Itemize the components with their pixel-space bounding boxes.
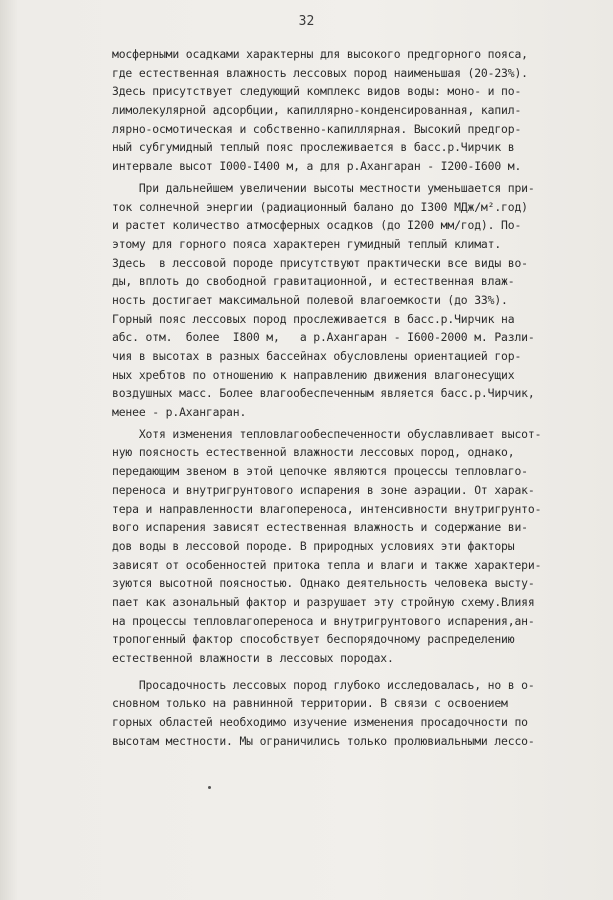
text-line: где естественная влажность лессовых пород наименьшая (20-23%). bbox=[112, 65, 528, 80]
text-line: лимолекулярной адсорбции, капиллярно-конденсированная, капил- bbox=[112, 103, 522, 118]
text-line: горных областей необходимо изучение изменения просадочности по bbox=[112, 715, 528, 730]
text-line: мосферными осадками характерны для высокого предгорного пояса, bbox=[112, 47, 528, 61]
ink-dot bbox=[208, 786, 211, 789]
text-line: Горный пояс лессовых пород прослеживается в басс.р.Чирчик на bbox=[112, 311, 515, 326]
text-line: Хотя изменения тепловлагообеспеченности обуславливает высот- bbox=[112, 426, 542, 441]
text-line: тропогенный фактор способствует беспорядочному распределению bbox=[112, 632, 515, 647]
text-line: воздушных масс. Более влагообеспеченным является басс.р.Чирчик, bbox=[112, 386, 535, 401]
text-line: на процессы тепловлагопереноса и внутригрунтового испарения,ан- bbox=[112, 613, 535, 628]
text-line: ных хребтов по отношению к направлению движения влагонесущих bbox=[112, 367, 515, 382]
text-line: пает как азональный фактор и разрушает эту стройную схему.Влияя bbox=[112, 594, 535, 609]
text-line: интервале высот I000-I400 м, а для р.Ахангаран - I200-I600 м. bbox=[112, 159, 522, 174]
text-line: лярно-осмотическая и собственно-капиллярная. Высокий предгор- bbox=[112, 121, 522, 136]
text-line: ность достигает максимальной полевой влагоемкости (до 33%). bbox=[112, 292, 508, 307]
text-line: зависят от особенностей притока тепла и влаги и также характери- bbox=[112, 557, 542, 572]
page-number: 32 bbox=[298, 14, 315, 29]
text-line: Здесь в лессовой породе присутствуют практически все виды во- bbox=[112, 255, 528, 270]
text-line: Просадочность лессовых пород глубоко исследовалась, но в о- bbox=[112, 677, 535, 692]
text-line: ток солнечной энергии (радиационный балано до I300 МДж/м².год) bbox=[112, 199, 528, 214]
text-line: чия в высотах в разных бассейнах обусловлены ориентацией гор- bbox=[112, 349, 522, 363]
text-line: ную поясность естественной влажности лессовых пород, однако, bbox=[112, 445, 515, 460]
text-line: Здесь присутствует следующий комплекс видов воды: моно- и по- bbox=[112, 84, 522, 99]
text-line: ды, вплоть до свободной гравитационной, и естественная влаж- bbox=[112, 274, 515, 289]
text-line: абс. отм. более I800 м, а р.Ахангаран - I600-2000 м. Разли- bbox=[112, 330, 535, 345]
text-line: зуются высотной поясностью. Однако деятельность человека высту- bbox=[112, 576, 535, 591]
text-line: вого испарения зависят естественная влажность и содержание ви- bbox=[112, 520, 528, 535]
text-line: высотам местности. Мы ограничились только пролювиальными лессо- bbox=[112, 733, 535, 748]
text-line: передающим звеном в этой цепочке являются процессы тепловлаго- bbox=[112, 464, 528, 479]
text-line: сновном только на равнинной территории. В связи с освоением bbox=[112, 696, 508, 711]
text-line: и растет количество атмосферных осадков (до I200 мм/год). По- bbox=[112, 218, 522, 233]
text-line: переноса и внутригрунтового испарения в зоне аэрации. От харак- bbox=[112, 482, 535, 497]
text-line: менее - р.Ахангаран. bbox=[112, 405, 247, 420]
text-line: ный субгумидный теплый пояс прослеживается в басс.р.Чирчик в bbox=[112, 140, 515, 155]
text-line: дов воды в лессовой породе. В природных условиях эти факторы bbox=[112, 538, 515, 553]
text-line: При дальнейшем увеличении высоты местности уменьшается при- bbox=[112, 180, 535, 195]
text-line: естественной влажности в лессовых породах. bbox=[112, 651, 394, 665]
text-line: тера и направленности влагопереноса, интенсивности внутригрунто- bbox=[112, 501, 542, 516]
body-text bbox=[112, 45, 604, 750]
text-line: этому для горного пояса характерен гумидный теплый климат. bbox=[112, 236, 502, 251]
